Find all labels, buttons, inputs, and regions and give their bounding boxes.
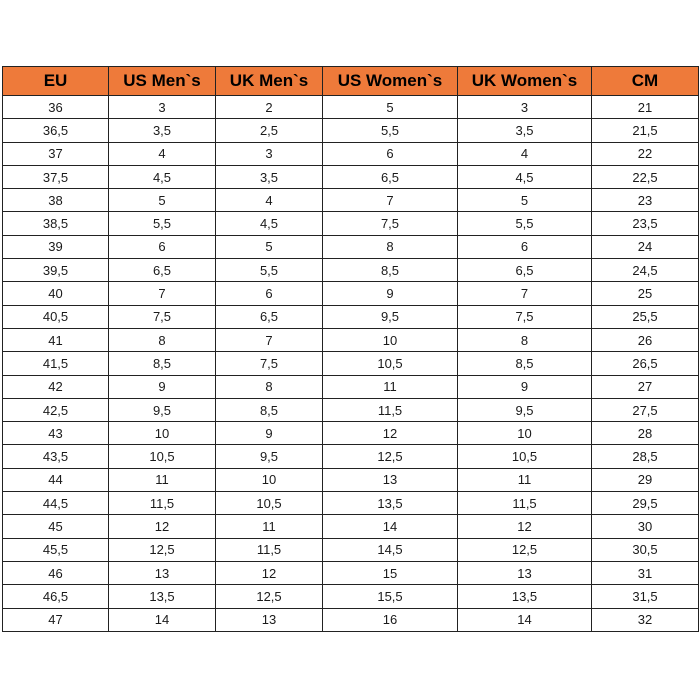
- cell-eu: 38,5: [3, 212, 109, 235]
- cell-uk-mens: 9: [216, 422, 323, 445]
- cell-eu: 37: [3, 142, 109, 165]
- cell-uk-mens: 7,5: [216, 352, 323, 375]
- column-header-eu: EU: [3, 67, 109, 96]
- cell-uk-mens: 11,5: [216, 538, 323, 561]
- cell-us-mens: 6,5: [109, 259, 216, 282]
- cell-uk-womens: 11: [458, 468, 592, 491]
- cell-uk-mens: 4: [216, 189, 323, 212]
- table-row: [3, 398, 699, 421]
- table-row: [3, 119, 699, 142]
- table-row: [3, 538, 699, 561]
- cell-uk-womens: 10,5: [458, 445, 592, 468]
- cell-us-womens: 9,5: [323, 305, 458, 328]
- cell-cm: 28: [592, 422, 699, 445]
- cell-cm: 22,5: [592, 165, 699, 188]
- cell-cm: 26,5: [592, 352, 699, 375]
- cell-cm: 31,5: [592, 585, 699, 608]
- table-row: [3, 282, 699, 305]
- cell-eu: 40,5: [3, 305, 109, 328]
- cell-us-womens: 14: [323, 515, 458, 538]
- cell-us-mens: 7,5: [109, 305, 216, 328]
- cell-uk-womens: 5,5: [458, 212, 592, 235]
- cell-us-womens: 8,5: [323, 259, 458, 282]
- cell-eu: 46,5: [3, 585, 109, 608]
- cell-uk-mens: 2,5: [216, 119, 323, 142]
- cell-cm: 29,5: [592, 492, 699, 515]
- cell-uk-womens: 8,5: [458, 352, 592, 375]
- cell-us-mens: 4,5: [109, 165, 216, 188]
- cell-uk-mens: 3: [216, 142, 323, 165]
- table-row: [3, 259, 699, 282]
- cell-us-mens: 14: [109, 608, 216, 631]
- cell-uk-womens: 12,5: [458, 538, 592, 561]
- cell-us-mens: 4: [109, 142, 216, 165]
- cell-us-mens: 5,5: [109, 212, 216, 235]
- cell-cm: 23,5: [592, 212, 699, 235]
- cell-uk-mens: 4,5: [216, 212, 323, 235]
- cell-uk-mens: 10: [216, 468, 323, 491]
- column-header-uk-womens: UK Women`s: [458, 67, 592, 96]
- cell-us-womens: 11,5: [323, 398, 458, 421]
- table-row: [3, 445, 699, 468]
- cell-us-womens: 16: [323, 608, 458, 631]
- cell-cm: 21,5: [592, 119, 699, 142]
- cell-uk-womens: 5: [458, 189, 592, 212]
- cell-us-mens: 3: [109, 96, 216, 119]
- cell-us-mens: 10,5: [109, 445, 216, 468]
- table-row: [3, 492, 699, 515]
- cell-uk-mens: 12: [216, 561, 323, 584]
- cell-eu: 40: [3, 282, 109, 305]
- cell-cm: 25: [592, 282, 699, 305]
- cell-uk-womens: 3,5: [458, 119, 592, 142]
- table-row: [3, 212, 699, 235]
- table-row: [3, 235, 699, 258]
- cell-uk-womens: 7,5: [458, 305, 592, 328]
- cell-eu: 36: [3, 96, 109, 119]
- table-row: [3, 189, 699, 212]
- cell-us-womens: 14,5: [323, 538, 458, 561]
- cell-us-womens: 9: [323, 282, 458, 305]
- cell-uk-mens: 9,5: [216, 445, 323, 468]
- column-header-us-mens: US Men`s: [109, 67, 216, 96]
- cell-cm: 31: [592, 561, 699, 584]
- table-row: [3, 305, 699, 328]
- cell-us-womens: 13,5: [323, 492, 458, 515]
- table-header-row: [3, 67, 699, 96]
- cell-eu: 38: [3, 189, 109, 212]
- cell-us-womens: 15,5: [323, 585, 458, 608]
- table-row: [3, 608, 699, 631]
- cell-eu: 45,5: [3, 538, 109, 561]
- cell-uk-womens: 11,5: [458, 492, 592, 515]
- cell-us-womens: 13: [323, 468, 458, 491]
- cell-uk-womens: 3: [458, 96, 592, 119]
- cell-uk-mens: 11: [216, 515, 323, 538]
- cell-us-mens: 10: [109, 422, 216, 445]
- table-row: [3, 352, 699, 375]
- table-row: [3, 561, 699, 584]
- table-row: [3, 585, 699, 608]
- cell-us-womens: 6,5: [323, 165, 458, 188]
- cell-cm: 25,5: [592, 305, 699, 328]
- cell-us-mens: 8,5: [109, 352, 216, 375]
- cell-eu: 43,5: [3, 445, 109, 468]
- cell-us-womens: 7: [323, 189, 458, 212]
- cell-eu: 46: [3, 561, 109, 584]
- table-body: [3, 96, 699, 632]
- cell-us-mens: 9,5: [109, 398, 216, 421]
- cell-eu: 42,5: [3, 398, 109, 421]
- cell-cm: 27,5: [592, 398, 699, 421]
- cell-cm: 30: [592, 515, 699, 538]
- cell-cm: 22: [592, 142, 699, 165]
- cell-uk-womens: 13,5: [458, 585, 592, 608]
- cell-us-mens: 6: [109, 235, 216, 258]
- table-row: [3, 515, 699, 538]
- table-row: [3, 422, 699, 445]
- cell-uk-mens: 12,5: [216, 585, 323, 608]
- table-row: [3, 375, 699, 398]
- cell-us-womens: 10: [323, 328, 458, 351]
- cell-eu: 43: [3, 422, 109, 445]
- cell-eu: 45: [3, 515, 109, 538]
- cell-uk-womens: 10: [458, 422, 592, 445]
- cell-eu: 44,5: [3, 492, 109, 515]
- cell-uk-mens: 7: [216, 328, 323, 351]
- cell-us-mens: 3,5: [109, 119, 216, 142]
- cell-us-mens: 12,5: [109, 538, 216, 561]
- cell-cm: 32: [592, 608, 699, 631]
- cell-uk-mens: 13: [216, 608, 323, 631]
- cell-eu: 44: [3, 468, 109, 491]
- cell-us-womens: 6: [323, 142, 458, 165]
- table-row: [3, 468, 699, 491]
- cell-uk-womens: 4,5: [458, 165, 592, 188]
- cell-us-womens: 5,5: [323, 119, 458, 142]
- cell-us-womens: 5: [323, 96, 458, 119]
- cell-eu: 39: [3, 235, 109, 258]
- cell-cm: 21: [592, 96, 699, 119]
- cell-eu: 41: [3, 328, 109, 351]
- table-row: [3, 96, 699, 119]
- cell-uk-mens: 2: [216, 96, 323, 119]
- cell-us-womens: 12,5: [323, 445, 458, 468]
- cell-uk-womens: 4: [458, 142, 592, 165]
- cell-us-mens: 8: [109, 328, 216, 351]
- cell-uk-mens: 5,5: [216, 259, 323, 282]
- cell-uk-mens: 8,5: [216, 398, 323, 421]
- cell-us-mens: 7: [109, 282, 216, 305]
- cell-cm: 24,5: [592, 259, 699, 282]
- cell-uk-mens: 8: [216, 375, 323, 398]
- cell-eu: 47: [3, 608, 109, 631]
- cell-cm: 28,5: [592, 445, 699, 468]
- cell-us-mens: 13: [109, 561, 216, 584]
- cell-uk-mens: 3,5: [216, 165, 323, 188]
- cell-us-mens: 9: [109, 375, 216, 398]
- cell-us-mens: 11,5: [109, 492, 216, 515]
- cell-cm: 24: [592, 235, 699, 258]
- cell-us-womens: 15: [323, 561, 458, 584]
- table-row: [3, 142, 699, 165]
- column-header-uk-mens: UK Men`s: [216, 67, 323, 96]
- cell-us-womens: 10,5: [323, 352, 458, 375]
- cell-eu: 42: [3, 375, 109, 398]
- column-header-us-womens: US Women`s: [323, 67, 458, 96]
- cell-cm: 26: [592, 328, 699, 351]
- cell-eu: 39,5: [3, 259, 109, 282]
- cell-us-womens: 11: [323, 375, 458, 398]
- cell-uk-mens: 5: [216, 235, 323, 258]
- table-row: [3, 165, 699, 188]
- cell-uk-womens: 9,5: [458, 398, 592, 421]
- cell-cm: 23: [592, 189, 699, 212]
- cell-uk-womens: 14: [458, 608, 592, 631]
- cell-eu: 37,5: [3, 165, 109, 188]
- cell-us-womens: 7,5: [323, 212, 458, 235]
- cell-uk-mens: 10,5: [216, 492, 323, 515]
- cell-cm: 29: [592, 468, 699, 491]
- cell-uk-womens: 12: [458, 515, 592, 538]
- cell-us-mens: 12: [109, 515, 216, 538]
- cell-us-mens: 11: [109, 468, 216, 491]
- size-chart-table: [2, 66, 699, 632]
- cell-uk-mens: 6,5: [216, 305, 323, 328]
- cell-eu: 41,5: [3, 352, 109, 375]
- cell-uk-womens: 8: [458, 328, 592, 351]
- cell-us-mens: 5: [109, 189, 216, 212]
- cell-uk-womens: 6,5: [458, 259, 592, 282]
- cell-us-mens: 13,5: [109, 585, 216, 608]
- cell-uk-womens: 6: [458, 235, 592, 258]
- column-header-cm: CM: [592, 67, 699, 96]
- cell-us-womens: 12: [323, 422, 458, 445]
- cell-cm: 30,5: [592, 538, 699, 561]
- table-row: [3, 328, 699, 351]
- cell-uk-womens: 7: [458, 282, 592, 305]
- cell-uk-womens: 13: [458, 561, 592, 584]
- cell-uk-womens: 9: [458, 375, 592, 398]
- cell-eu: 36,5: [3, 119, 109, 142]
- cell-us-womens: 8: [323, 235, 458, 258]
- cell-uk-mens: 6: [216, 282, 323, 305]
- cell-cm: 27: [592, 375, 699, 398]
